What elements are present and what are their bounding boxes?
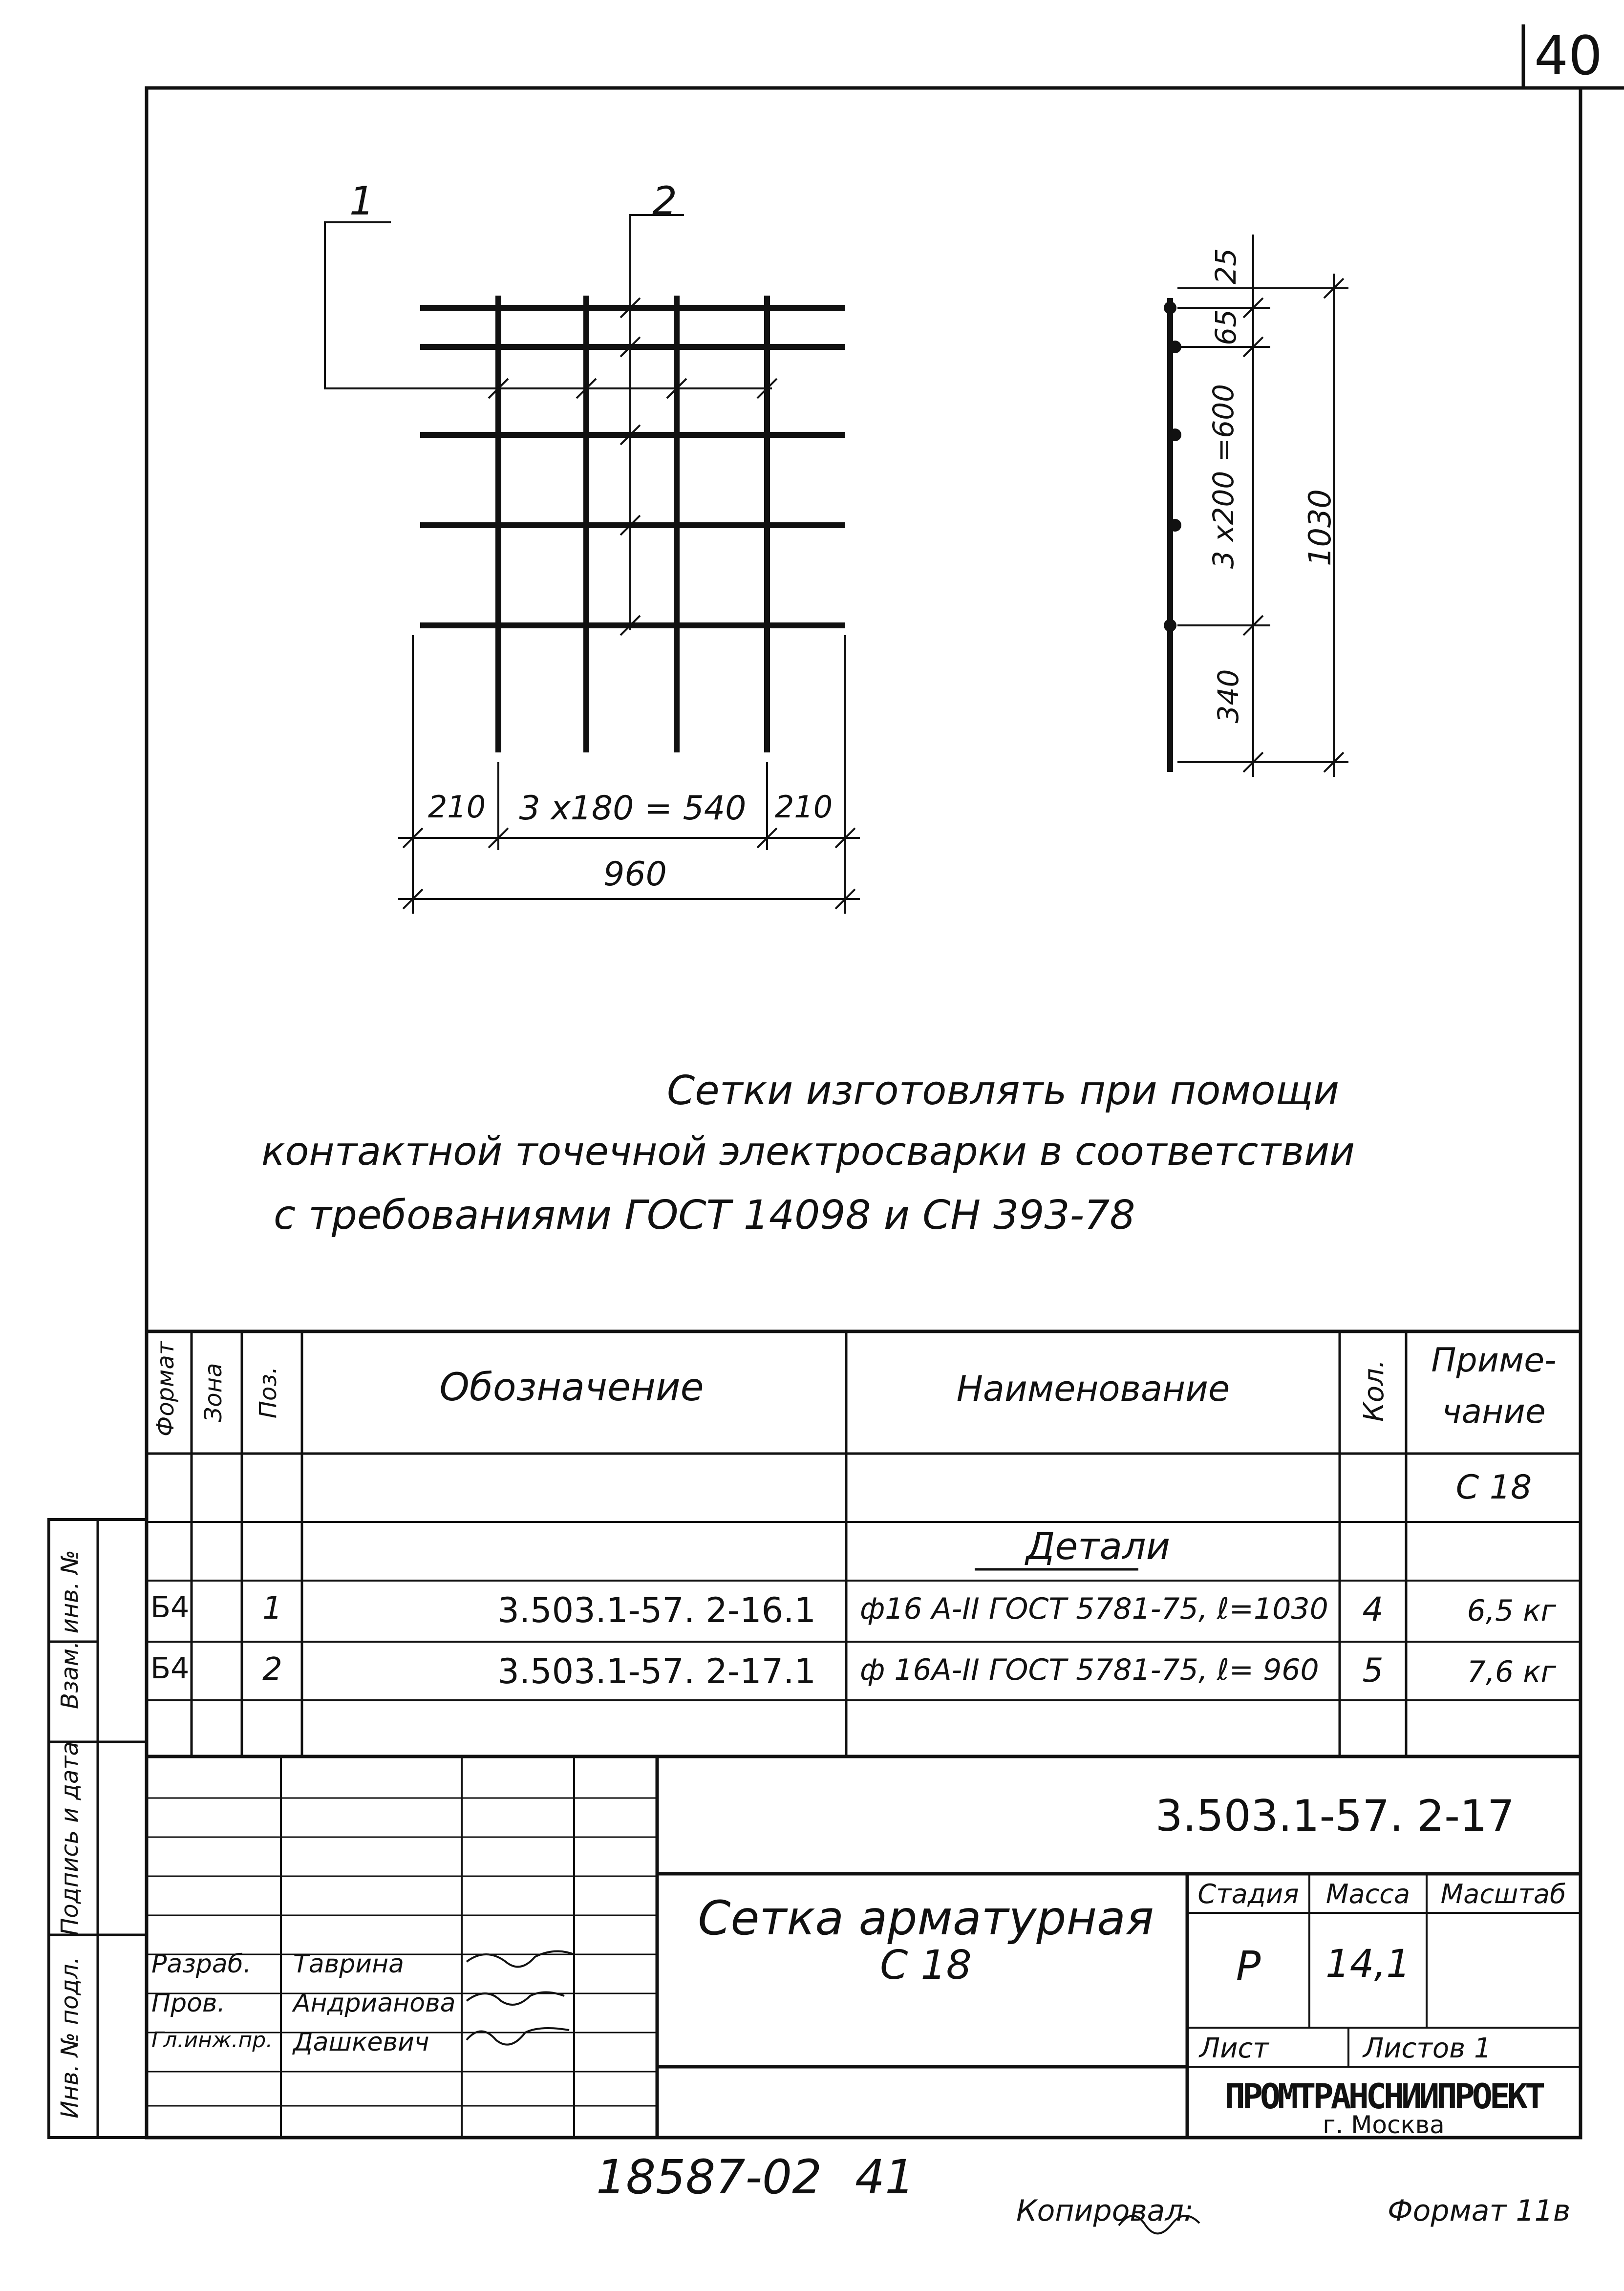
dim-total: 960 <box>603 855 667 894</box>
sheet-number: 40 <box>1534 24 1603 87</box>
dim-v-1030: 1030 <box>1302 489 1338 566</box>
header-qty: Кол. <box>1358 1359 1390 1422</box>
note-line-3: с требованиями ГОСТ 14098 и СН 393-78 <box>274 1192 1135 1239</box>
organization-city: г. Москва <box>1323 2111 1445 2139</box>
mass-value: 14,1 <box>1325 1942 1410 1986</box>
dim-middle: 3 x180 = 540 <box>519 789 747 828</box>
note-line-1: Сетки изготовлять при помощи <box>667 1068 1340 1114</box>
role-chief-engineer: Гл.инж.пр. <box>151 2028 273 2053</box>
copied-by: Копировал: <box>1016 2194 1194 2228</box>
stage-label: Стадия <box>1197 1879 1299 1909</box>
side-label-vzam: Взам. инв. № <box>56 1550 84 1709</box>
row-format: Б4 <box>150 1651 190 1686</box>
header-note-1: Приме- <box>1431 1341 1557 1380</box>
row-qty: 4 <box>1362 1590 1384 1629</box>
mass-label: Масса <box>1325 1879 1410 1909</box>
side-label-podpis: Подпись и дата <box>56 1741 84 1936</box>
header-name: Наименование <box>956 1368 1230 1409</box>
name-developer: Таврина <box>293 1949 404 1979</box>
dim-v-65: 65 <box>1209 309 1242 345</box>
sheet-format: Формат 11в <box>1388 2194 1571 2228</box>
row-pos: 1 <box>262 1590 282 1627</box>
row-name: ф 16А-II ГОСТ 5781-75, ℓ= 960 <box>860 1653 1319 1687</box>
leader-1-label: 1 <box>349 178 374 224</box>
row-pos: 2 <box>262 1651 282 1688</box>
header-designation: Обозначение <box>439 1366 704 1410</box>
leader-2-label: 2 <box>652 178 677 224</box>
header-format: Формат <box>152 1341 179 1436</box>
row-designation: 3.503.1-57. 2-16.1 <box>497 1590 816 1630</box>
page-number: 41 <box>855 2150 915 2205</box>
mesh-label: С 18 <box>1455 1468 1532 1507</box>
section-label: Детали <box>1026 1524 1170 1568</box>
sheets-label: Листов 1 <box>1363 2033 1492 2064</box>
name-checker: Андрианова <box>293 1989 456 2018</box>
archive-number: 18587-02 <box>596 2150 822 2205</box>
row-format: Б4 <box>150 1590 190 1625</box>
document-code: 3.503.1-57. 2-17 <box>1155 1791 1515 1841</box>
sheet-label: Лист <box>1199 2033 1269 2064</box>
drawing-title: Сетка арматурная <box>698 1891 1154 1946</box>
row-name: ф16 А-II ГОСТ 5781-75, ℓ=1030 <box>860 1592 1328 1626</box>
header-note-2: чание <box>1442 1392 1546 1431</box>
header-zone: Зона <box>200 1363 227 1422</box>
name-chief-engineer: Дашкевич <box>293 2028 429 2057</box>
row-note: 7,6 кг <box>1467 1655 1556 1689</box>
drawing-subtitle: С 18 <box>880 1942 972 1989</box>
dim-v-25: 25 <box>1209 248 1242 284</box>
stage-value: Р <box>1236 1942 1261 1990</box>
side-label-inv-podl: Инв. № подл. <box>56 1956 84 2119</box>
dim-right: 210 <box>774 789 833 825</box>
dim-left: 210 <box>427 789 486 825</box>
role-checker: Пров. <box>151 1989 226 2018</box>
header-pos: Поз. <box>255 1366 282 1419</box>
organization-name: ПРОМТРАНСНИИПРОЕКТ <box>1224 2077 1543 2117</box>
dim-v-340: 340 <box>1212 669 1245 724</box>
note-line-2: контактной точечной электросварки в соответствии <box>261 1129 1355 1174</box>
role-developer: Разраб. <box>151 1949 252 1979</box>
row-qty: 5 <box>1362 1651 1384 1690</box>
scale-label: Масштаб <box>1440 1879 1566 1909</box>
row-designation: 3.503.1-57. 2-17.1 <box>497 1651 816 1691</box>
row-note: 6,5 кг <box>1467 1594 1556 1628</box>
dim-v-600: 3 x200 =600 <box>1207 384 1240 569</box>
